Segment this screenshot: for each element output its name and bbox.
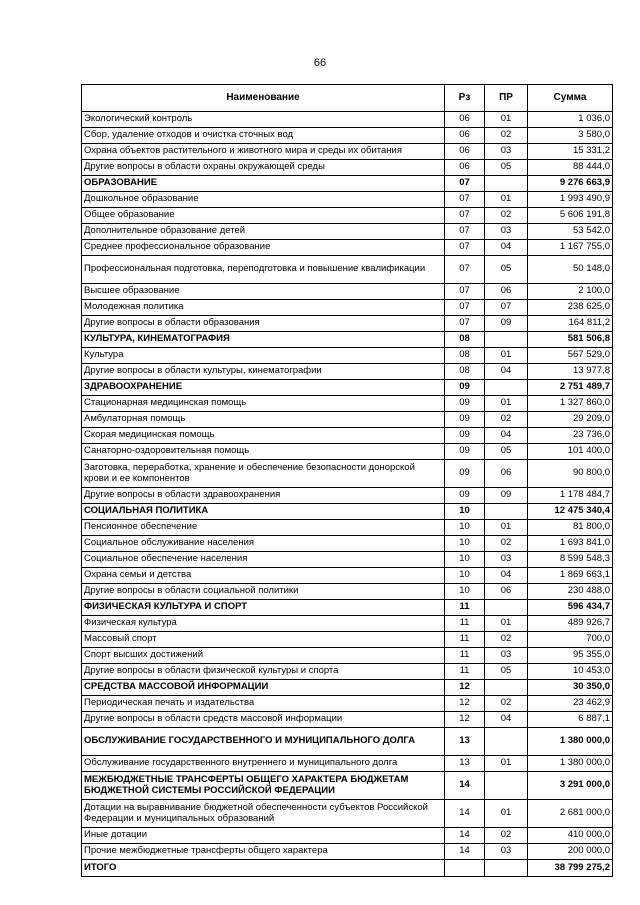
table-row	[82, 632, 613, 648]
cell-pr	[485, 600, 528, 616]
table-row	[82, 552, 613, 568]
cell-pr	[485, 860, 528, 877]
cell-pr: 05	[485, 256, 528, 284]
cell-pr: 07	[485, 300, 528, 316]
cell-pr: 04	[485, 712, 528, 728]
section-row	[82, 728, 613, 756]
budget-table	[81, 84, 613, 877]
table-row	[82, 664, 613, 680]
cell-sum: 3 291 000,0	[528, 772, 613, 800]
cell-name: Физическая культура	[82, 616, 445, 632]
cell-rz: 08	[445, 348, 485, 364]
table-row	[82, 712, 613, 728]
section-row	[82, 600, 613, 616]
cell-pr: 02	[485, 632, 528, 648]
cell-sum: 1 178 484,7	[528, 488, 613, 504]
section-row	[82, 380, 613, 396]
cell-rz: 13	[445, 756, 485, 772]
table-row	[82, 488, 613, 504]
cell-pr: 02	[485, 828, 528, 844]
cell-pr	[485, 728, 528, 756]
table-row	[82, 696, 613, 712]
cell-rz: 14	[445, 772, 485, 800]
cell-rz: 14	[445, 844, 485, 860]
cell-pr: 04	[485, 568, 528, 584]
cell-sum: 12 475 340,4	[528, 504, 613, 520]
cell-rz: 07	[445, 256, 485, 284]
cell-name: Общее образование	[82, 208, 445, 224]
table-row	[82, 584, 613, 600]
cell-sum: 9 276 663,9	[528, 176, 613, 192]
table-row	[82, 240, 613, 256]
cell-name: Другие вопросы в области культуры, кинематографии	[82, 364, 445, 380]
column-header-sum: Сумма	[528, 85, 613, 112]
cell-name: Дополнительное образование детей	[82, 224, 445, 240]
cell-name: ФИЗИЧЕСКАЯ КУЛЬТУРА И СПОРТ	[82, 600, 445, 616]
section-row	[82, 332, 613, 348]
table-row	[82, 192, 613, 208]
cell-sum: 1 380 000,0	[528, 756, 613, 772]
cell-sum: 1 327 860,0	[528, 396, 613, 412]
cell-rz: 09	[445, 396, 485, 412]
table-row	[82, 460, 613, 488]
column-header-rz: Рз	[445, 85, 485, 112]
table-row	[82, 648, 613, 664]
cell-sum: 1 993 490,9	[528, 192, 613, 208]
cell-name: Амбулаторная помощь	[82, 412, 445, 428]
cell-pr: 04	[485, 364, 528, 380]
cell-name: Периодическая печать и издательства	[82, 696, 445, 712]
cell-rz: 14	[445, 828, 485, 844]
cell-pr: 09	[485, 488, 528, 504]
cell-pr: 03	[485, 648, 528, 664]
cell-name: Социальное обслуживание населения	[82, 536, 445, 552]
cell-rz	[445, 860, 485, 877]
cell-pr: 01	[485, 112, 528, 128]
cell-pr: 04	[485, 428, 528, 444]
cell-pr: 06	[485, 460, 528, 488]
cell-name: Заготовка, переработка, хранение и обеспечение безопасности донорской крови и ее компонентов	[82, 460, 445, 488]
cell-name: Профессиональная подготовка, переподготовка и повышение квалификации	[82, 256, 445, 284]
cell-name: Массовый спорт	[82, 632, 445, 648]
table-row	[82, 128, 613, 144]
cell-name: ЗДРАВООХРАНЕНИЕ	[82, 380, 445, 396]
cell-sum: 700,0	[528, 632, 613, 648]
table-row	[82, 144, 613, 160]
cell-pr: 02	[485, 128, 528, 144]
table-row	[82, 208, 613, 224]
cell-sum: 101 400,0	[528, 444, 613, 460]
cell-pr: 01	[485, 756, 528, 772]
cell-rz: 07	[445, 316, 485, 332]
cell-sum: 238 625,0	[528, 300, 613, 316]
page-number: 66	[313, 57, 327, 69]
cell-sum: 88 444,0	[528, 160, 613, 176]
cell-name: Спорт высших достижений	[82, 648, 445, 664]
cell-name: Санаторно-оздоровительная помощь	[82, 444, 445, 460]
cell-rz: 10	[445, 584, 485, 600]
cell-sum: 410 000,0	[528, 828, 613, 844]
cell-sum: 2 681 000,0	[528, 800, 613, 828]
cell-pr: 02	[485, 696, 528, 712]
cell-pr: 06	[485, 284, 528, 300]
cell-sum: 1 036,0	[528, 112, 613, 128]
cell-sum: 95 355,0	[528, 648, 613, 664]
cell-pr: 01	[485, 348, 528, 364]
cell-sum: 15 331,2	[528, 144, 613, 160]
table-row	[82, 364, 613, 380]
cell-rz: 08	[445, 332, 485, 348]
cell-pr: 05	[485, 160, 528, 176]
cell-name: Сбор, удаление отходов и очистка сточных вод	[82, 128, 445, 144]
cell-name: МЕЖБЮДЖЕТНЫЕ ТРАНСФЕРТЫ ОБЩЕГО ХАРАКТЕРА БЮДЖЕТАМ БЮДЖЕТНОЙ СИСТЕМЫ РОССИЙСКОЙ ФЕДЕРАЦИИ	[82, 772, 445, 800]
cell-rz: 11	[445, 632, 485, 648]
cell-sum: 23 736,0	[528, 428, 613, 444]
table-row	[82, 844, 613, 860]
cell-rz: 09	[445, 412, 485, 428]
table-row	[82, 616, 613, 632]
cell-sum: 1 693 841,0	[528, 536, 613, 552]
cell-sum: 23 462,9	[528, 696, 613, 712]
cell-pr	[485, 772, 528, 800]
cell-sum: 38 799 275,2	[528, 860, 613, 877]
cell-rz: 09	[445, 460, 485, 488]
table-row	[82, 112, 613, 128]
cell-rz: 09	[445, 444, 485, 460]
cell-sum: 8 599 548,3	[528, 552, 613, 568]
cell-rz: 12	[445, 696, 485, 712]
section-row	[82, 176, 613, 192]
section-row	[82, 680, 613, 696]
cell-pr	[485, 176, 528, 192]
table-row	[82, 396, 613, 412]
cell-rz: 06	[445, 144, 485, 160]
cell-sum: 230 488,0	[528, 584, 613, 600]
section-row	[82, 504, 613, 520]
cell-sum: 50 148,0	[528, 256, 613, 284]
total-row	[82, 860, 613, 877]
cell-name: Другие вопросы в области средств массовой информации	[82, 712, 445, 728]
cell-sum: 5 606 191,8	[528, 208, 613, 224]
cell-name: КУЛЬТУРА, КИНЕМАТОГРАФИЯ	[82, 332, 445, 348]
cell-name: Обслуживание государственного внутреннего и муниципального долга	[82, 756, 445, 772]
cell-rz: 09	[445, 380, 485, 396]
cell-name: Другие вопросы в области физической культуры и спорта	[82, 664, 445, 680]
table-row	[82, 224, 613, 240]
cell-rz: 06	[445, 160, 485, 176]
cell-rz: 07	[445, 240, 485, 256]
cell-pr	[485, 380, 528, 396]
table-header-row	[82, 85, 613, 112]
cell-pr	[485, 680, 528, 696]
cell-pr: 03	[485, 844, 528, 860]
cell-rz: 14	[445, 800, 485, 828]
cell-name: Среднее профессиональное образование	[82, 240, 445, 256]
cell-rz: 07	[445, 208, 485, 224]
cell-rz: 12	[445, 712, 485, 728]
cell-pr: 09	[485, 316, 528, 332]
section-row	[82, 772, 613, 800]
table-row	[82, 256, 613, 284]
cell-rz: 11	[445, 664, 485, 680]
cell-sum: 10 453,0	[528, 664, 613, 680]
table-row	[82, 828, 613, 844]
cell-sum: 164 811,2	[528, 316, 613, 332]
cell-pr: 01	[485, 396, 528, 412]
table-row	[82, 800, 613, 828]
cell-sum: 53 542,0	[528, 224, 613, 240]
column-header-name: Наименование	[82, 85, 445, 112]
cell-pr: 05	[485, 664, 528, 680]
cell-rz: 07	[445, 224, 485, 240]
cell-sum: 567 529,0	[528, 348, 613, 364]
cell-rz: 10	[445, 552, 485, 568]
cell-name: Высшее образование	[82, 284, 445, 300]
cell-rz: 10	[445, 520, 485, 536]
cell-sum: 1 380 000,0	[528, 728, 613, 756]
cell-sum: 596 434,7	[528, 600, 613, 616]
cell-rz: 11	[445, 600, 485, 616]
cell-sum: 2 751 489,7	[528, 380, 613, 396]
cell-name: Охрана семьи и детства	[82, 568, 445, 584]
cell-sum: 13 977,8	[528, 364, 613, 380]
cell-name: Экологический контроль	[82, 112, 445, 128]
cell-sum: 30 350,0	[528, 680, 613, 696]
table-row	[82, 520, 613, 536]
table-row	[82, 300, 613, 316]
cell-rz: 06	[445, 112, 485, 128]
cell-sum: 2 100,0	[528, 284, 613, 300]
table-row	[82, 160, 613, 176]
cell-name: Культура	[82, 348, 445, 364]
cell-pr: 04	[485, 240, 528, 256]
cell-rz: 07	[445, 192, 485, 208]
cell-name: Стационарная медицинская помощь	[82, 396, 445, 412]
cell-rz: 06	[445, 128, 485, 144]
table-row	[82, 444, 613, 460]
cell-rz: 07	[445, 284, 485, 300]
cell-name: Другие вопросы в области здравоохранения	[82, 488, 445, 504]
cell-sum: 1 869 663,1	[528, 568, 613, 584]
cell-pr: 01	[485, 192, 528, 208]
cell-rz: 07	[445, 176, 485, 192]
cell-rz: 08	[445, 364, 485, 380]
cell-pr	[485, 504, 528, 520]
cell-name: Другие вопросы в области образования	[82, 316, 445, 332]
table-row	[82, 284, 613, 300]
cell-rz: 10	[445, 568, 485, 584]
cell-rz: 11	[445, 648, 485, 664]
cell-rz: 11	[445, 616, 485, 632]
table-row	[82, 756, 613, 772]
cell-name: СРЕДСТВА МАССОВОЙ ИНФОРМАЦИИ	[82, 680, 445, 696]
cell-pr: 06	[485, 584, 528, 600]
cell-sum: 6 887,1	[528, 712, 613, 728]
cell-name: СОЦИАЛЬНАЯ ПОЛИТИКА	[82, 504, 445, 520]
table-body	[82, 112, 613, 877]
cell-name: Другие вопросы в области социальной политики	[82, 584, 445, 600]
cell-name: Дотации на выравнивание бюджетной обеспеченности субъектов Российской Федерации и муниципальных образований	[82, 800, 445, 828]
cell-pr: 01	[485, 520, 528, 536]
table-row	[82, 412, 613, 428]
cell-rz: 07	[445, 300, 485, 316]
cell-pr: 01	[485, 616, 528, 632]
cell-sum: 489 926,7	[528, 616, 613, 632]
cell-pr: 01	[485, 800, 528, 828]
cell-rz: 13	[445, 728, 485, 756]
cell-sum: 581 506,8	[528, 332, 613, 348]
cell-sum: 90 800,0	[528, 460, 613, 488]
cell-sum: 1 167 755,0	[528, 240, 613, 256]
cell-rz: 10	[445, 504, 485, 520]
cell-rz: 09	[445, 428, 485, 444]
cell-name: ОБРАЗОВАНИЕ	[82, 176, 445, 192]
cell-name: ИТОГО	[82, 860, 445, 877]
cell-name: Пенсионное обеспечение	[82, 520, 445, 536]
cell-rz: 10	[445, 536, 485, 552]
cell-sum: 29 209,0	[528, 412, 613, 428]
table-row	[82, 348, 613, 364]
cell-name: Скорая медицинская помощь	[82, 428, 445, 444]
cell-name: Молодежная политика	[82, 300, 445, 316]
cell-name: Прочие межбюджетные трансферты общего характера	[82, 844, 445, 860]
cell-sum: 81 800,0	[528, 520, 613, 536]
cell-sum: 3 580,0	[528, 128, 613, 144]
cell-pr: 03	[485, 144, 528, 160]
cell-name: Социальное обеспечение населения	[82, 552, 445, 568]
cell-sum: 200 000,0	[528, 844, 613, 860]
cell-rz: 09	[445, 488, 485, 504]
cell-pr: 03	[485, 224, 528, 240]
table-row	[82, 316, 613, 332]
cell-name: ОБСЛУЖИВАНИЕ ГОСУДАРСТВЕННОГО И МУНИЦИПАЛЬНОГО ДОЛГА	[82, 728, 445, 756]
cell-rz: 12	[445, 680, 485, 696]
cell-pr: 05	[485, 444, 528, 460]
cell-name: Иные дотации	[82, 828, 445, 844]
cell-pr	[485, 332, 528, 348]
table-row	[82, 568, 613, 584]
cell-pr: 02	[485, 536, 528, 552]
column-header-pr: ПР	[485, 85, 528, 112]
cell-name: Охрана объектов растительного и животного мира и среды их обитания	[82, 144, 445, 160]
cell-name: Дошкольное образование	[82, 192, 445, 208]
cell-name: Другие вопросы в области охраны окружающей среды	[82, 160, 445, 176]
cell-pr: 02	[485, 412, 528, 428]
cell-pr: 03	[485, 552, 528, 568]
cell-pr: 02	[485, 208, 528, 224]
table-row	[82, 536, 613, 552]
table-row	[82, 428, 613, 444]
